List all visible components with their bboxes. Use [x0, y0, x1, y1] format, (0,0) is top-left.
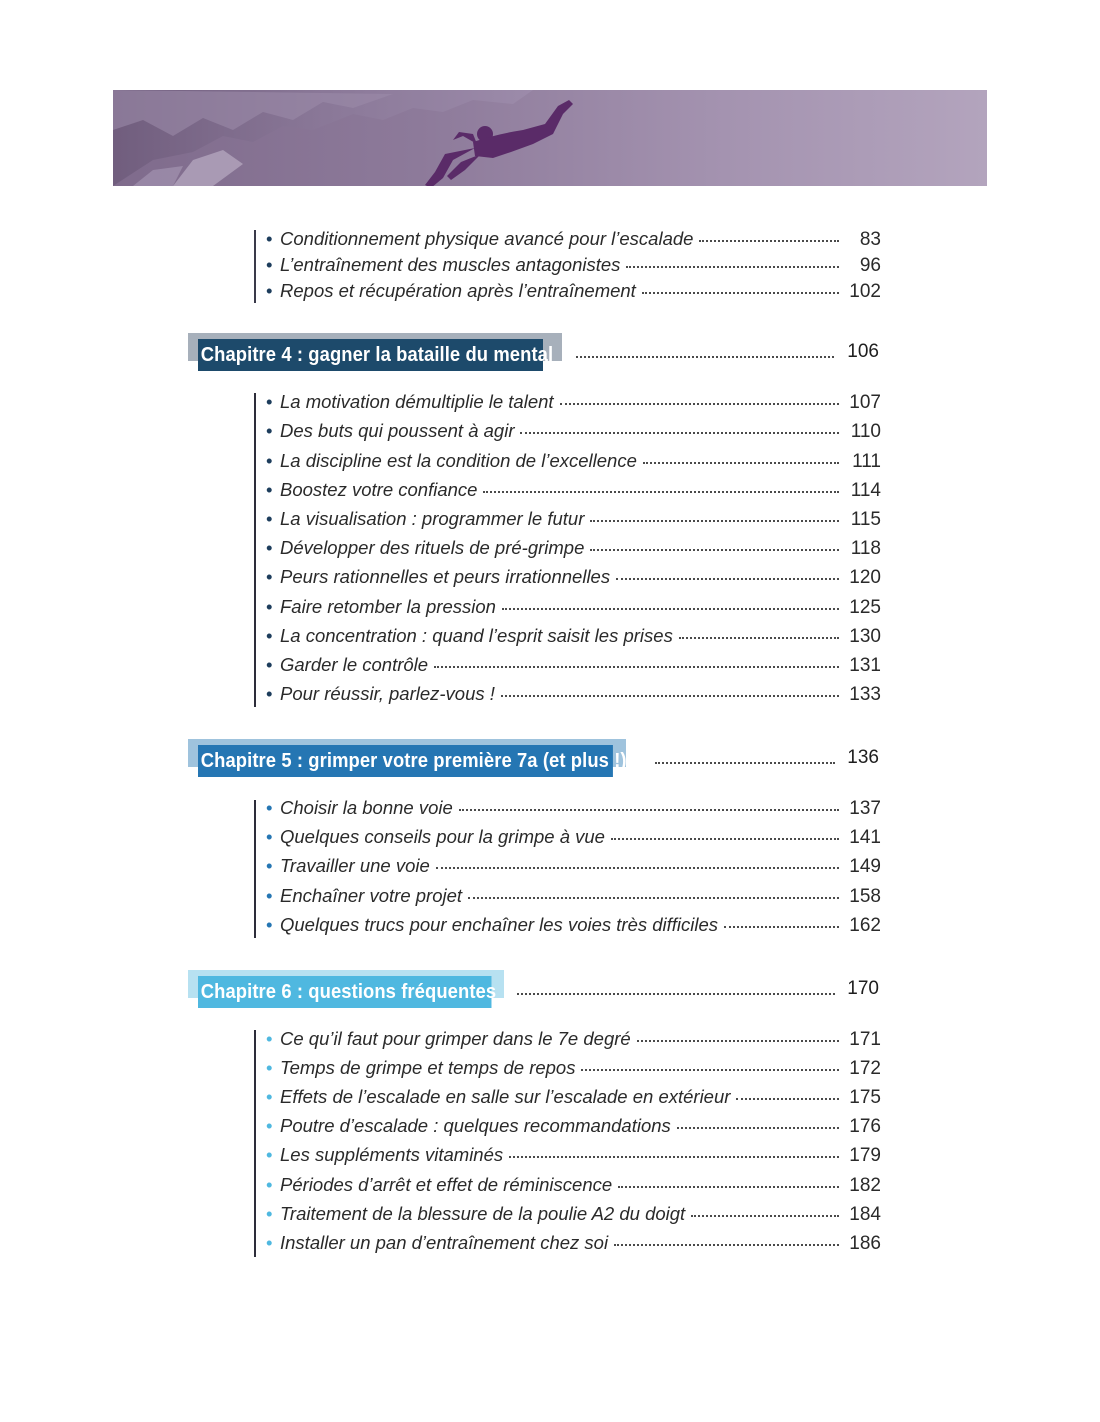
intro-toc-entry[interactable]	[266, 228, 881, 257]
bullet-icon: •	[266, 1203, 273, 1224]
chapter-6-toc-entry[interactable]	[266, 1174, 881, 1203]
toc-entry-label: Développer des rituels de pré-grimpe	[280, 537, 585, 558]
chapter-5-toc-entry[interactable]	[266, 914, 881, 943]
chapter-4-items-group	[254, 393, 256, 707]
toc-entry-page: 175	[849, 1087, 881, 1108]
chapter-5-toc-entry[interactable]	[266, 855, 881, 884]
toc-entry-page: 137	[849, 798, 881, 819]
toc-entry-label: Boostez votre confiance	[280, 479, 478, 500]
dot-leader	[459, 808, 839, 811]
bullet-icon: •	[266, 537, 273, 558]
toc-entry-page: 141	[849, 827, 881, 848]
bullet-icon: •	[266, 1086, 273, 1107]
chapter-4-title: Chapitre 4 : gagner la bataille du mental	[198, 339, 543, 371]
chapter-6-toc-entry[interactable]	[266, 1086, 881, 1115]
toc-entry-label: Enchaîner votre projet	[280, 885, 463, 906]
toc-entry-label: Faire retomber la pression	[280, 596, 496, 617]
chapter-4-toc-entry[interactable]	[266, 596, 881, 625]
dot-leader	[691, 1214, 839, 1217]
chapter-5-heading[interactable]	[0, 739, 1100, 779]
toc-entry-page: 179	[849, 1145, 881, 1166]
bullet-icon: •	[266, 1144, 273, 1165]
chapter-6-leader	[517, 992, 835, 995]
chapter-6-toc-entry[interactable]	[266, 1232, 881, 1261]
toc-entry-page: 120	[849, 567, 881, 588]
toc-entry-page: 131	[849, 655, 881, 676]
chapter-6-toc-entry[interactable]	[266, 1115, 881, 1144]
climber-illustration	[113, 90, 987, 186]
bullet-icon: •	[266, 914, 273, 935]
toc-entry-label: Peurs rationnelles et peurs irrationnelles	[280, 566, 611, 587]
chapter-5-leader	[655, 761, 835, 764]
toc-entry-page: 186	[849, 1233, 881, 1254]
dot-leader	[616, 577, 839, 580]
bullet-icon: •	[266, 826, 273, 847]
toc-entry-label: Effets de l’escalade en salle sur l’escalade en extérieur	[280, 1086, 731, 1107]
chapter-5-items-group	[254, 800, 256, 938]
toc-entry-label: La visualisation : programmer le futur	[280, 508, 585, 529]
chapter-6-items-group	[254, 1030, 256, 1257]
toc-entry-label: Conditionnement physique avancé pour l’escalade	[280, 228, 694, 249]
toc-entry-label: Choisir la bonne voie	[280, 797, 453, 818]
dot-leader	[502, 607, 839, 610]
dot-leader	[626, 265, 839, 268]
dot-leader	[560, 402, 839, 405]
toc-entry-page: 133	[849, 684, 881, 705]
bullet-icon: •	[266, 280, 273, 301]
toc-entry-page: 102	[849, 281, 881, 302]
toc-entry-label: L’entraînement des muscles antagonistes	[280, 254, 621, 275]
dot-leader	[677, 1126, 839, 1129]
bullet-icon: •	[266, 1057, 273, 1078]
toc-entry-label: La discipline est la condition de l’excellence	[280, 450, 637, 471]
dot-leader	[643, 461, 839, 464]
dot-leader	[637, 1039, 839, 1042]
dot-leader	[509, 1155, 839, 1158]
dot-leader	[724, 925, 839, 928]
dot-leader	[501, 694, 839, 697]
chapter-4-toc-entry[interactable]	[266, 537, 881, 566]
dot-leader	[520, 431, 839, 434]
bullet-icon: •	[266, 596, 273, 617]
toc-entry-label: Travailler une voie	[280, 855, 430, 876]
dot-leader	[436, 866, 839, 869]
chapter-6-page: 170	[847, 978, 879, 999]
chapter-4-toc-entry[interactable]	[266, 420, 881, 449]
chapter-4-toc-entry[interactable]	[266, 391, 881, 420]
chapter-6-title: Chapitre 6 : questions fréquentes	[198, 976, 491, 1008]
climber-silhouette	[425, 100, 573, 186]
toc-entry-label: Poutre d’escalade : quelques recommandations	[280, 1115, 671, 1136]
bullet-icon: •	[266, 479, 273, 500]
toc-entry-label: Ce qu’il faut pour grimper dans le 7e degré	[280, 1028, 631, 1049]
intro-items-group	[254, 230, 256, 303]
chapter-4-toc-entry[interactable]	[266, 654, 881, 683]
bullet-icon: •	[266, 855, 273, 876]
dot-leader	[434, 665, 839, 668]
bullet-icon: •	[266, 885, 273, 906]
toc-entry-page: 83	[859, 229, 881, 250]
bullet-icon: •	[266, 1174, 273, 1195]
bullet-icon: •	[266, 420, 273, 441]
toc-entry-page: 171	[849, 1029, 881, 1050]
toc-entry-page: 149	[849, 856, 881, 877]
chapter-4-toc-entry[interactable]	[266, 450, 881, 479]
toc-entry-page: 184	[849, 1204, 881, 1225]
chapter-4-toc-entry[interactable]	[266, 479, 881, 508]
dot-leader	[642, 291, 839, 294]
dot-leader	[618, 1185, 839, 1188]
toc-entry-label: Temps de grimpe et temps de repos	[280, 1057, 576, 1078]
toc-entry-label: Garder le contrôle	[280, 654, 429, 675]
chapter-6-toc-entry[interactable]	[266, 1144, 881, 1173]
chapter-5-toc-entry[interactable]	[266, 826, 881, 855]
chapter-5-toc-entry[interactable]	[266, 885, 881, 914]
dot-leader	[483, 490, 839, 493]
toc-entry-label: La motivation démultiplie le talent	[280, 391, 554, 412]
intro-toc-entry[interactable]	[266, 254, 881, 283]
toc-entry-page: 115	[850, 509, 881, 530]
bullet-icon: •	[266, 391, 273, 412]
toc-entry-page: 130	[849, 626, 881, 647]
bullet-icon: •	[266, 1028, 273, 1049]
dot-leader	[611, 837, 839, 840]
toc-entry-label: Traitement de la blessure de la poulie A2 du doigt	[280, 1203, 686, 1224]
chapter-4-toc-entry[interactable]	[266, 508, 881, 537]
dot-leader	[581, 1068, 839, 1071]
chapter-4-heading[interactable]	[0, 333, 1100, 373]
bullet-icon: •	[266, 1232, 273, 1253]
toc-entry-label: Des buts qui poussent à agir	[280, 420, 515, 441]
chapter-4-toc-entry[interactable]	[266, 625, 881, 654]
toc-entry-page: 176	[849, 1116, 881, 1137]
bullet-icon: •	[266, 625, 273, 646]
toc-entry-label: Les suppléments vitaminés	[280, 1144, 504, 1165]
toc-entry-label: Quelques conseils pour la grimpe à vue	[280, 826, 605, 847]
bullet-icon: •	[266, 654, 273, 675]
dot-leader	[590, 548, 839, 551]
chapter-4-toc-entry[interactable]	[266, 566, 881, 595]
bullet-icon: •	[266, 797, 273, 818]
bullet-icon: •	[266, 566, 273, 587]
chapter-6-toc-entry[interactable]	[266, 1028, 881, 1057]
bullet-icon: •	[266, 450, 273, 471]
toc-entry-page: 107	[849, 392, 881, 413]
toc-entry-label: Périodes d’arrêt et effet de réminiscence	[280, 1174, 613, 1195]
toc-entry-page: 96	[859, 255, 881, 276]
toc-entry-page: 114	[850, 480, 881, 501]
toc-entry-page: 172	[849, 1058, 881, 1079]
dot-leader	[736, 1097, 839, 1100]
toc-entry-label: Quelques trucs pour enchaîner les voies très difficiles	[280, 914, 719, 935]
toc-entry-page: 158	[849, 886, 881, 907]
toc-entry-label: La concentration : quand l’esprit saisit les prises	[280, 625, 673, 646]
chapter-6-heading[interactable]	[0, 970, 1100, 1010]
chapter-5-page: 136	[847, 747, 879, 768]
chapter-6-toc-entry[interactable]	[266, 1057, 881, 1086]
toc-entry-page: 125	[849, 597, 881, 618]
chapter-5-toc-entry[interactable]	[266, 797, 881, 826]
toc-entry-page: 110	[850, 421, 881, 442]
chapter-4-page: 106	[847, 341, 879, 362]
header-banner-image	[113, 90, 987, 186]
chapter-4-leader	[576, 355, 834, 358]
chapter-4-toc-entry[interactable]	[266, 683, 881, 712]
bullet-icon: •	[266, 228, 273, 249]
dot-leader	[699, 239, 839, 242]
dot-leader	[590, 519, 839, 522]
dot-leader	[614, 1243, 839, 1246]
bullet-icon: •	[266, 508, 273, 529]
dot-leader	[679, 636, 839, 639]
toc-entry-page: 182	[849, 1175, 881, 1196]
chapter-5-title: Chapitre 5 : grimper votre première 7a (et plus !)	[198, 745, 613, 777]
toc-entry-page: 118	[850, 538, 881, 559]
toc-entry-label: Pour réussir, parlez-vous !	[280, 683, 495, 704]
intro-toc-entry[interactable]	[266, 280, 881, 309]
dot-leader	[468, 896, 839, 899]
toc-entry-page: 162	[849, 915, 881, 936]
bullet-icon: •	[266, 254, 273, 275]
bullet-icon: •	[266, 683, 273, 704]
toc-entry-label: Repos et récupération après l’entraînement	[280, 280, 636, 301]
bullet-icon: •	[266, 1115, 273, 1136]
toc-entry-page: 111	[852, 451, 881, 472]
toc-entry-label: Installer un pan d’entraînement chez soi	[280, 1232, 609, 1253]
chapter-6-toc-entry[interactable]	[266, 1203, 881, 1232]
